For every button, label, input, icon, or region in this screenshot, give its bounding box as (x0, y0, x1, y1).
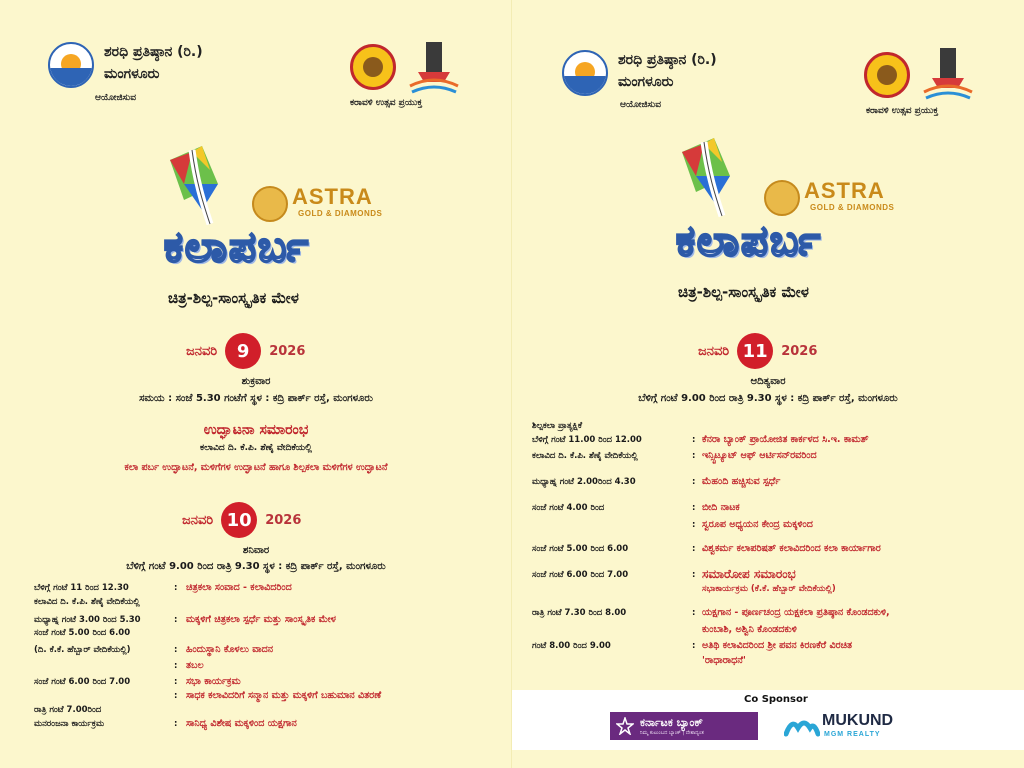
schedule-time: (ದಿ. ಕೆ.ಕೆ. ಹೆಬ್ಬಾರ್ ವೇದಿಕೆಯಲ್ಲಿ) (34, 645, 131, 655)
co-sponsor-label: Co Sponsor (744, 694, 808, 705)
karnataka-government-seal-icon (864, 52, 910, 98)
mukund-name: MUKUND (822, 712, 894, 729)
organizer-city: ಮಂಗಳೂರು (618, 74, 674, 90)
schedule-time: ಬೆಳಿಗ್ಗೆ ಗಂಟೆ 11.00 ರಿಂದ 12.00 (532, 435, 642, 445)
date-jan-11 (698, 333, 817, 369)
date-year: 2026 (269, 343, 306, 359)
organizer-role: ಆಯೋಜಿಸುವ (620, 100, 661, 110)
right-poster-panel (512, 0, 1024, 768)
karnataka-bank-logo (610, 712, 758, 740)
organizer-city: ಮಂಗಳೂರು (104, 66, 160, 82)
schedule-desc: ಸ್ವರೂಪ ಅಧ್ಯಯನ ಕೇಂದ್ರ ಮಕ್ಕಳಿಂದ (702, 519, 813, 530)
organizer-name: ಶರಧಿ ಪ್ರತಿಷ್ಠಾನ (ರಿ.) (104, 44, 203, 60)
schedule-time: ಗಂಟೆ 8.00 ರಿಂದ 9.00 (532, 641, 611, 651)
schedule-colon: : (692, 544, 696, 554)
karnataka-bank-name: ಕರ್ನಾಟಕ ಬ್ಯಾಂಕ್ (640, 716, 703, 729)
festival-title: ಕಲಾಪರ್ಬ (164, 222, 311, 271)
astra-logo-mark-icon (764, 180, 800, 216)
day3-schedule (532, 421, 1012, 666)
schedule-desc: ಮಕ್ಕಳಿಗೆ ಚಿತ್ರಕಲಾ ಸ್ಪರ್ಧೆ ಮತ್ತು ಸಾಂಸ್ಕೃತಿಕ ಮೇಳ (186, 614, 336, 625)
festival-tagline: ಚಿತ್ರ-ಶಿಲ್ಪ-ಸಾಂಸ್ಕೃತಿಕ ಮೇಳ (168, 289, 299, 307)
date-day-circle: 9 (225, 333, 261, 369)
mukund-logo-icon (784, 714, 820, 738)
inauguration-venue: ಕಲಾವಿದ ದಿ. ಕೆ.ಪಿ. ಶೆಣೈ ವೇದಿಕೆಯಲ್ಲಿ (200, 443, 312, 453)
schedule-desc: ತಬಲ (186, 660, 204, 671)
schedule-colon: : (174, 583, 178, 593)
date-jan-9 (186, 333, 305, 369)
date-year: 2026 (781, 343, 818, 359)
day2-schedule (34, 583, 504, 733)
schedule-sub: ಸಭಾಕಾರ್ಯಕ್ರಮ (ಕೆ.ಕೆ. ಹೆಬ್ಬಾರ್ ವೇದಿಕೆಯಲ್ಲಿ) (702, 584, 836, 594)
schedule-time: ಮಧ್ಯಾಹ್ನ ಗಂಟೆ 2.00ರಿಂದ 4.30 (532, 477, 636, 487)
schedule-time: ಸಂಜೆ ಗಂಟೆ 5.00 ರಿಂದ 6.00 (532, 544, 629, 554)
time-place: ಸಮಯ : ಸಂಜೆ 5.30 ಗಂಟೆಗೆ ಸ್ಥಳ : ಕದ್ರಿ ಪಾರ್ಕ್ ರಸ್ತೆ, ಮಂಗಳೂರು (139, 393, 373, 404)
schedule-colon: : (692, 477, 696, 487)
schedule-time: ಸಂಜೆ ಗಂಟೆ 5.00 ರಿಂದ 6.00 (34, 628, 131, 638)
schedule-time: ಶಿಲ್ಪಕಲಾ ಪ್ರಾತ್ಯಕ್ಷಿಕೆ (532, 421, 583, 431)
schedule-desc: ಸಾಧಕ ಕಲಾವಿದರಿಗೆ ಸನ್ಮಾನ ಮತ್ತು ಮಕ್ಕಳಿಗೆ ಬಹುಮಾನ ವಿತರಣೆ (186, 690, 382, 701)
karnataka-bank-star-icon (616, 717, 634, 735)
schedule-time: ಕಲಾವಿದ ದಿ. ಕೆ.ಪಿ. ಶೆಣೈ ವೇದಿಕೆಯಲ್ಲಿ (34, 597, 140, 607)
schedule-colon: : (692, 520, 696, 530)
festival-tagline: ಚಿತ್ರ-ಶಿಲ್ಪ-ಸಾಂಸ್ಕೃತಿಕ ಮೇಳ (678, 283, 809, 301)
sharadhi-seal-icon (562, 50, 608, 96)
time-place: ಬೆಳಿಗ್ಗೆ ಗಂಟೆ 9.00 ರಿಂದ ರಾತ್ರಿ 9.30 ಸ್ಥಳ : ಕದ್ರಿ ಪಾರ್ಕ್ ರಸ್ತೆ, ಮಂಗಳೂರು (126, 561, 386, 572)
schedule-time: ರಾತ್ರಿ ಗಂಟೆ 7.30 ರಿಂದ 8.00 (532, 608, 627, 618)
karavali-utsava-logo-icon (922, 44, 974, 102)
schedule-colon: : (174, 661, 178, 671)
organizer-name: ಶರಧಿ ಪ್ರತಿಷ್ಠಾನ (ರಿ.) (618, 52, 717, 68)
schedule-desc: ಹಿಂದುಸ್ಥಾನಿ ಕೊಳಲು ವಾದನ (186, 644, 274, 655)
schedule-desc: ಸಮಾರೋಪ ಸಮಾರಂಭ (702, 567, 796, 581)
schedule-colon: : (692, 435, 696, 445)
schedule-desc: ವಿಶ್ವಕರ್ಮ ಕಲಾಪರಿಷತ್ ಕಲಾವಿದರಿಂದ ಕಲಾ ಕಾರ್ಯಾಗಾರ (702, 543, 881, 554)
schedule-sub: 'ರಾಧಾರಾಧನೆ' (702, 655, 746, 666)
schedule-time: ರಾತ್ರಿ ಗಂಟೆ 7.00ರಿಂದ (34, 705, 102, 715)
schedule-sub: ಕುಂಬಾಶಿ, ಅಶ್ವಿನಿ ಕೊಂಡದಕುಳಿ (702, 624, 797, 635)
schedule-time: ಕಲಾವಿದ ದಿ. ಕೆ.ಪಿ. ಶೆಣೈ ವೇದಿಕೆಯಲ್ಲಿ (532, 451, 638, 461)
schedule-desc: ಇನ್ಸ್ಟಿಟ್ಯೂಟ್ ಆಫ್ ಆರ್ಟಿಸನ್‌ರವರಿಂದ (702, 450, 817, 461)
date-day-circle: 10 (221, 502, 257, 538)
co-sponsor-strip (512, 690, 1024, 750)
karavali-utsava-logo-icon (408, 38, 460, 96)
date-year: 2026 (265, 512, 302, 528)
utsava-caption: ಕರಾವಳಿ ಉತ್ಸವ ಪ್ರಯುಕ್ತ (866, 106, 939, 116)
schedule-desc: ಕೆನರಾ ಬ್ಯಾಂಕ್ ಪ್ರಾಯೋಜಿತ ಕಾರ್ಕಳದ ಸಿ.ಇ. ಕಾಮತ್ (702, 434, 869, 445)
utsava-caption: ಕರಾವಳಿ ಉತ್ಸವ ಪ್ರಯುಕ್ತ (350, 98, 423, 108)
date-month: ಜನವರಿ (698, 343, 730, 359)
schedule-desc: ಮೆಹಂದಿ ಹಚ್ಚಿಸುವ ಸ್ಪರ್ಧೆ (702, 476, 781, 487)
schedule-colon: : (692, 451, 696, 461)
festival-title: ಕಲಾಪರ್ಬ (676, 216, 823, 265)
organizer-role: ಆಯೋಜಿಸುವ (95, 93, 136, 103)
date-jan-10 (182, 502, 301, 538)
astra-sub: GOLD & DIAMONDS (810, 203, 895, 212)
astra-sub: GOLD & DIAMONDS (298, 209, 383, 218)
festival-art-logo-icon (162, 140, 226, 230)
karnataka-government-seal-icon (350, 44, 396, 90)
inauguration-heading: ಉದ್ಘಾಟನಾ ಸಮಾರಂಭ (203, 422, 309, 438)
schedule-desc: ಸಾನಿಧ್ಯ ವಿಶೇಷ ಮಕ್ಕಳಿಂದ ಯಕ್ಷಗಾನ (186, 718, 297, 729)
weekday: ಆದಿತ್ಯವಾರ (750, 376, 786, 387)
schedule-time: ಬೆಳಿಗ್ಗೆ ಗಂಟೆ 11 ರಿಂದ 12.30 (34, 583, 129, 593)
date-day-circle: 11 (737, 333, 773, 369)
schedule-colon: : (174, 615, 178, 625)
schedule-colon: : (692, 641, 696, 651)
astra-name: ASTRA (292, 184, 373, 209)
schedule-time: ಮನರಂಜನಾ ಕಾರ್ಯಕ್ರಮ (34, 719, 105, 729)
astra-logo-mark-icon (252, 186, 288, 222)
schedule-time: ಸಂಜೆ ಗಂಟೆ 6.00 ರಿಂದ 7.00 (34, 677, 131, 687)
astra-name: ASTRA (804, 178, 885, 203)
schedule-colon: : (174, 677, 178, 687)
festival-art-logo-icon (674, 132, 738, 222)
schedule-time: ಸಂಜೆ ಗಂಟೆ 6.00 ರಿಂದ 7.00 (532, 570, 629, 580)
schedule-time: ಸಂಜೆ ಗಂಟೆ 4.00 ರಿಂದ (532, 503, 605, 513)
schedule-desc: ಚಿತ್ರಕಲಾ ಸಂವಾದ - ಕಲಾವಿದರಿಂದ (186, 582, 292, 593)
schedule-colon: : (692, 570, 696, 580)
karnataka-bank-sub: ನಿಮ್ಮ ಕುಟುಂಬದ ಬ್ಯಾಂಕ್ | ದೇಶಾದ್ಯಂತ (640, 730, 704, 736)
inauguration-description: ಕಲಾ ಪರ್ಬ ಉದ್ಘಾಟನೆ, ಮಳಿಗೆಗಳ ಉದ್ಘಾಟನೆ ಹಾಗೂ ಶಿಲ್ಪಕಲಾ ಮಳಿಗೆಗಳ ಉದ್ಘಾಟನೆ (124, 462, 388, 473)
mukund-sub: MGM REALTY (824, 731, 881, 738)
schedule-desc: ಬೀದಿ ನಾಟಕ (702, 502, 740, 513)
sharadhi-seal-icon (48, 42, 94, 88)
schedule-desc: ಅತಿಥಿ ಕಲಾವಿದರಿಂದ ಶ್ರೀ ಪವನ ಕಿರಣಕೆರೆ ವಿರಚಿತ (702, 640, 853, 651)
date-month: ಜನವರಿ (182, 512, 214, 528)
schedule-desc: ಯಕ್ಷಗಾನ - ಪೂರ್ಣಚಂದ್ರ ಯಕ್ಷಕಲಾ ಪ್ರತಿಷ್ಠಾನ ಕೊಂಡದಕುಳಿ, (702, 607, 890, 618)
weekday: ಶುಕ್ರವಾರ (241, 376, 271, 387)
date-month: ಜನವರಿ (186, 343, 218, 359)
time-place: ಬೆಳಿಗ್ಗೆ ಗಂಟೆ 9.00 ರಿಂದ ರಾತ್ರಿ 9.30 ಸ್ಥಳ : ಕದ್ರಿ ಪಾರ್ಕ್ ರಸ್ತೆ, ಮಂಗಳೂರು (638, 393, 898, 404)
schedule-colon: : (174, 691, 178, 701)
schedule-colon: : (692, 608, 696, 618)
schedule-time: ಮಧ್ಯಾಹ್ನ ಗಂಟೆ 3.00 ರಿಂದ 5.30 (34, 615, 141, 625)
weekday: ಶನಿವಾರ (242, 545, 270, 556)
schedule-colon: : (174, 719, 178, 729)
schedule-colon: : (692, 503, 696, 513)
schedule-desc: ಸಭಾ ಕಾರ್ಯಕ್ರಮ (186, 676, 241, 687)
schedule-colon: : (174, 645, 178, 655)
